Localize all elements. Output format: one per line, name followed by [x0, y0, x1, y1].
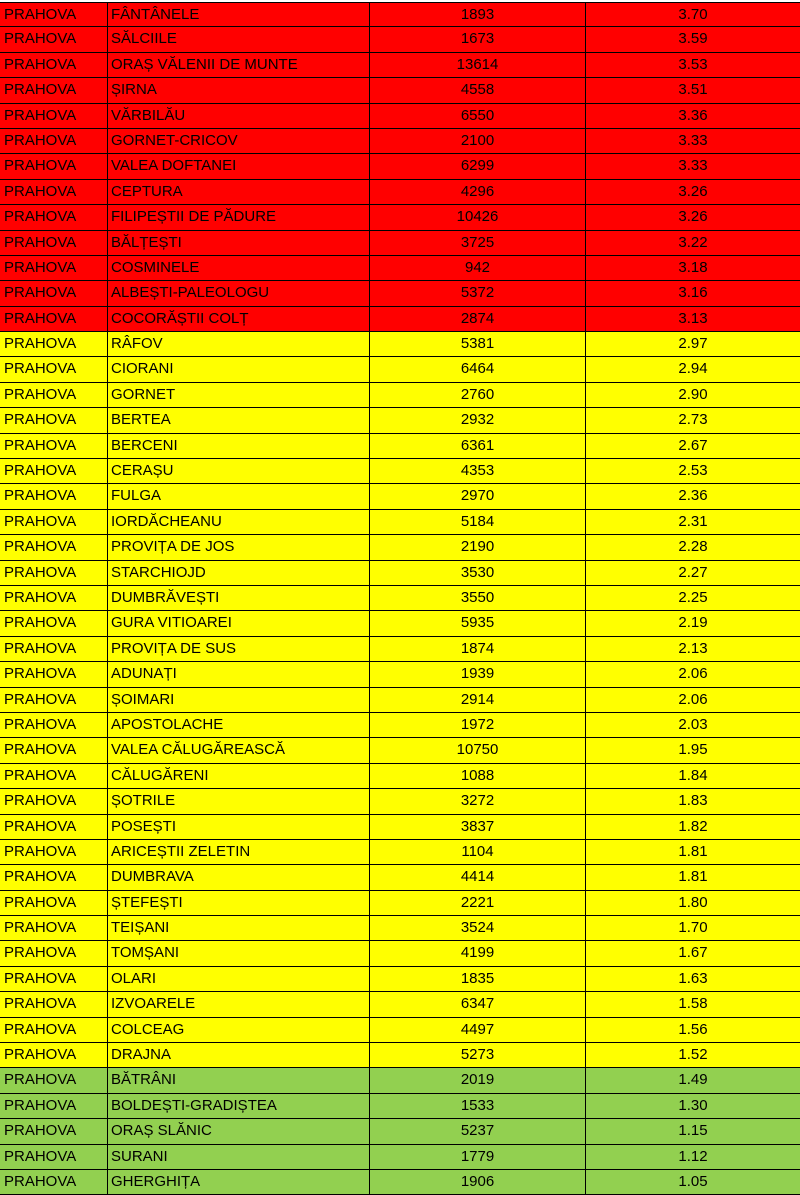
- rate-cell[interactable]: 2.25: [678, 588, 708, 606]
- population-cell[interactable]: 4353: [370, 459, 586, 483]
- population-cell[interactable]: 4497: [370, 1018, 586, 1042]
- population-cell[interactable]: 1779: [370, 1145, 586, 1169]
- locality-cell[interactable]: ORAȘ VĂLENII DE MUNTE: [108, 53, 370, 77]
- rate-cell[interactable]: 3.70: [678, 6, 708, 23]
- county-cell[interactable]: PRAHOVA: [0, 78, 108, 102]
- locality-cell[interactable]: FÂNTÂNELE: [108, 3, 370, 26]
- locality-cell[interactable]: APOSTOLACHE: [108, 713, 370, 737]
- county-cell[interactable]: PRAHOVA: [0, 104, 108, 128]
- county-cell[interactable]: PRAHOVA: [0, 688, 108, 712]
- county-cell[interactable]: PRAHOVA: [0, 662, 108, 686]
- table-row: [0, 307, 800, 332]
- county-cell[interactable]: PRAHOVA: [0, 484, 108, 508]
- rate-cell[interactable]: 2.53: [678, 462, 708, 480]
- rate-cell[interactable]: 1.30: [678, 1096, 708, 1114]
- population-cell[interactable]: 5184: [370, 510, 586, 534]
- rate-cell[interactable]: 3.36: [678, 106, 708, 124]
- table-row: [0, 205, 800, 230]
- rate-cell[interactable]: 3.13: [678, 309, 708, 327]
- rate-cell[interactable]: 3.33: [678, 157, 708, 175]
- county-cell[interactable]: PRAHOVA: [0, 205, 108, 229]
- county-cell[interactable]: PRAHOVA: [0, 738, 108, 762]
- rate-cell[interactable]: 2.67: [678, 436, 708, 454]
- locality-cell[interactable]: CEPTURA: [108, 180, 370, 204]
- rate-cell[interactable]: 1.81: [678, 842, 708, 860]
- county-cell[interactable]: PRAHOVA: [0, 383, 108, 407]
- locality-cell[interactable]: CĂLUGĂRENI: [108, 764, 370, 788]
- rate-cell[interactable]: 1.63: [678, 969, 708, 987]
- table-row: [0, 129, 800, 154]
- rate-cell[interactable]: 3.51: [678, 81, 708, 99]
- population-cell[interactable]: 942: [370, 256, 586, 280]
- population-cell[interactable]: 1893: [370, 3, 586, 26]
- population-cell[interactable]: 3837: [370, 815, 586, 839]
- rate-cell[interactable]: 2.28: [678, 538, 708, 556]
- rate-cell[interactable]: 1.80: [678, 893, 708, 911]
- table-row: [0, 1043, 800, 1068]
- table-row: [0, 180, 800, 205]
- table-row: [0, 484, 800, 509]
- county-cell[interactable]: PRAHOVA: [0, 357, 108, 381]
- locality-cell[interactable]: FULGA: [108, 484, 370, 508]
- table-row: [0, 332, 800, 357]
- locality-cell[interactable]: CIORANI: [108, 357, 370, 381]
- county-cell[interactable]: PRAHOVA: [0, 789, 108, 813]
- county-cell[interactable]: PRAHOVA: [0, 154, 108, 178]
- table-row: [0, 764, 800, 789]
- table-row: [0, 891, 800, 916]
- table-row: [0, 992, 800, 1017]
- rate-cell[interactable]: 3.26: [678, 182, 708, 200]
- county-cell[interactable]: PRAHOVA: [0, 815, 108, 839]
- locality-cell[interactable]: ȘIRNA: [108, 78, 370, 102]
- county-cell[interactable]: PRAHOVA: [0, 561, 108, 585]
- rate-cell[interactable]: 3.22: [678, 233, 708, 251]
- locality-cell[interactable]: ORAȘ SLĂNIC: [108, 1119, 370, 1143]
- county-cell[interactable]: PRAHOVA: [0, 1119, 108, 1143]
- table-row: [0, 281, 800, 306]
- table-row: [0, 662, 800, 687]
- rate-cell[interactable]: 1.15: [678, 1122, 708, 1140]
- rate-cell[interactable]: 1.05: [678, 1172, 708, 1190]
- population-cell[interactable]: 1972: [370, 713, 586, 737]
- table-row: [0, 408, 800, 433]
- locality-cell[interactable]: BĂTRÂNI: [108, 1068, 370, 1092]
- county-cell[interactable]: PRAHOVA: [0, 1043, 108, 1067]
- rate-cell[interactable]: 3.16: [678, 284, 708, 302]
- locality-cell[interactable]: BOLDEȘTI-GRADIȘTEA: [108, 1094, 370, 1118]
- rate-cell[interactable]: 2.03: [678, 715, 708, 733]
- county-cell[interactable]: PRAHOVA: [0, 434, 108, 458]
- table-row: [0, 535, 800, 560]
- rate-cell[interactable]: 2.94: [678, 360, 708, 378]
- population-cell[interactable]: 2019: [370, 1068, 586, 1092]
- county-cell[interactable]: PRAHOVA: [0, 53, 108, 77]
- table-row: [0, 1170, 800, 1195]
- table-row: [0, 104, 800, 129]
- county-cell[interactable]: PRAHOVA: [0, 408, 108, 432]
- rate-cell[interactable]: 2.19: [678, 614, 708, 632]
- table-row: [0, 1094, 800, 1119]
- rate-cell[interactable]: 3.33: [678, 131, 708, 149]
- rate-cell[interactable]: 3.59: [678, 30, 708, 48]
- table-row: [0, 916, 800, 941]
- population-cell[interactable]: 1906: [370, 1170, 586, 1194]
- population-cell[interactable]: 3524: [370, 916, 586, 940]
- locality-cell[interactable]: GURA VITIOAREI: [108, 611, 370, 635]
- county-cell[interactable]: PRAHOVA: [0, 637, 108, 661]
- population-cell[interactable]: 2970: [370, 484, 586, 508]
- spreadsheet-table: [0, 2, 800, 1195]
- locality-cell[interactable]: OLARI: [108, 967, 370, 991]
- population-cell[interactable]: 1835: [370, 967, 586, 991]
- population-cell[interactable]: 1533: [370, 1094, 586, 1118]
- county-cell[interactable]: PRAHOVA: [0, 1068, 108, 1092]
- table-row: [0, 383, 800, 408]
- table-row: [0, 154, 800, 179]
- locality-cell[interactable]: TOMȘANI: [108, 941, 370, 965]
- table-row: [0, 1145, 800, 1170]
- table-row: [0, 256, 800, 281]
- population-cell[interactable]: 5273: [370, 1043, 586, 1067]
- table-row: [0, 637, 800, 662]
- rate-cell[interactable]: 2.06: [678, 690, 708, 708]
- locality-cell[interactable]: RÂFOV: [108, 332, 370, 356]
- locality-cell[interactable]: PROVIȚA DE SUS: [108, 637, 370, 661]
- locality-cell[interactable]: DUMBRĂVEȘTI: [108, 586, 370, 610]
- county-cell[interactable]: PRAHOVA: [0, 231, 108, 255]
- locality-cell[interactable]: VĂRBILĂU: [108, 104, 370, 128]
- rate-cell[interactable]: 1.67: [678, 944, 708, 962]
- table-row: [0, 815, 800, 840]
- locality-cell[interactable]: COSMINELE: [108, 256, 370, 280]
- rate-cell[interactable]: 1.52: [678, 1046, 708, 1064]
- population-cell[interactable]: 6361: [370, 434, 586, 458]
- county-cell[interactable]: PRAHOVA: [0, 459, 108, 483]
- county-cell[interactable]: PRAHOVA: [0, 1145, 108, 1169]
- county-cell[interactable]: PRAHOVA: [0, 307, 108, 331]
- county-cell[interactable]: PRAHOVA: [0, 281, 108, 305]
- population-cell[interactable]: 1874: [370, 637, 586, 661]
- locality-cell[interactable]: IZVOARELE: [108, 992, 370, 1016]
- table-row: [0, 738, 800, 763]
- rate-cell[interactable]: 1.56: [678, 1020, 708, 1038]
- population-cell[interactable]: 5237: [370, 1119, 586, 1143]
- table-row: [0, 459, 800, 484]
- rate-cell[interactable]: 1.95: [678, 741, 708, 759]
- population-cell[interactable]: 2221: [370, 891, 586, 915]
- rate-cell[interactable]: 3.26: [678, 208, 708, 226]
- population-cell[interactable]: 6550: [370, 104, 586, 128]
- rate-cell[interactable]: 1.82: [678, 817, 708, 835]
- locality-cell[interactable]: ARICEȘTII ZELETIN: [108, 840, 370, 864]
- table-row: [0, 611, 800, 636]
- rate-cell[interactable]: 2.06: [678, 665, 708, 683]
- county-cell[interactable]: PRAHOVA: [0, 764, 108, 788]
- locality-cell[interactable]: BĂLȚEȘTI: [108, 231, 370, 255]
- rate-cell[interactable]: 1.12: [678, 1147, 708, 1165]
- table-row: [0, 789, 800, 814]
- population-cell[interactable]: 2914: [370, 688, 586, 712]
- table-row: [0, 2, 800, 27]
- population-cell[interactable]: 1088: [370, 764, 586, 788]
- population-cell[interactable]: 2190: [370, 535, 586, 559]
- rate-cell[interactable]: 2.90: [678, 385, 708, 403]
- locality-cell[interactable]: CERAȘU: [108, 459, 370, 483]
- county-cell[interactable]: PRAHOVA: [0, 180, 108, 204]
- county-cell[interactable]: PRAHOVA: [0, 967, 108, 991]
- table-row: [0, 561, 800, 586]
- table-row: [0, 434, 800, 459]
- locality-cell[interactable]: BERTEA: [108, 408, 370, 432]
- table-row: [0, 1018, 800, 1043]
- rate-cell[interactable]: 1.49: [678, 1071, 708, 1089]
- locality-cell[interactable]: VALEA DOFTANEI: [108, 154, 370, 178]
- rate-cell[interactable]: 3.53: [678, 55, 708, 73]
- population-cell[interactable]: 4296: [370, 180, 586, 204]
- population-cell[interactable]: 6464: [370, 357, 586, 381]
- locality-cell[interactable]: ȘTEFEȘTI: [108, 891, 370, 915]
- locality-cell[interactable]: GORNET: [108, 383, 370, 407]
- table-row: [0, 1119, 800, 1144]
- locality-cell[interactable]: COCORĂȘTII COLȚ: [108, 307, 370, 331]
- locality-cell[interactable]: STARCHIOJD: [108, 561, 370, 585]
- county-cell[interactable]: PRAHOVA: [0, 3, 108, 26]
- locality-cell[interactable]: ALBEȘTI-PALEOLOGU: [108, 281, 370, 305]
- population-cell[interactable]: 4199: [370, 941, 586, 965]
- county-cell[interactable]: PRAHOVA: [0, 27, 108, 51]
- table-row: [0, 1068, 800, 1093]
- table-row: [0, 865, 800, 890]
- population-cell[interactable]: 5935: [370, 611, 586, 635]
- rate-cell[interactable]: 1.84: [678, 766, 708, 784]
- population-cell[interactable]: 10750: [370, 738, 586, 762]
- population-cell[interactable]: 5372: [370, 281, 586, 305]
- population-cell[interactable]: 13614: [370, 53, 586, 77]
- locality-cell[interactable]: VALEA CĂLUGĂREASCĂ: [108, 738, 370, 762]
- locality-cell[interactable]: PROVIȚA DE JOS: [108, 535, 370, 559]
- population-cell[interactable]: 3725: [370, 231, 586, 255]
- county-cell[interactable]: PRAHOVA: [0, 256, 108, 280]
- population-cell[interactable]: 5381: [370, 332, 586, 356]
- county-cell[interactable]: PRAHOVA: [0, 916, 108, 940]
- locality-cell[interactable]: DRAJNA: [108, 1043, 370, 1067]
- county-cell[interactable]: PRAHOVA: [0, 713, 108, 737]
- locality-cell[interactable]: DUMBRAVA: [108, 865, 370, 889]
- table-row: [0, 78, 800, 103]
- population-cell[interactable]: 6299: [370, 154, 586, 178]
- county-cell[interactable]: PRAHOVA: [0, 510, 108, 534]
- locality-cell[interactable]: TEIȘANI: [108, 916, 370, 940]
- table-row: [0, 231, 800, 256]
- rate-cell[interactable]: 1.70: [678, 919, 708, 937]
- population-cell[interactable]: 1104: [370, 840, 586, 864]
- county-cell[interactable]: PRAHOVA: [0, 1094, 108, 1118]
- table-row: [0, 713, 800, 738]
- rate-cell[interactable]: 1.58: [678, 995, 708, 1013]
- rate-cell[interactable]: 2.36: [678, 487, 708, 505]
- county-cell[interactable]: PRAHOVA: [0, 332, 108, 356]
- population-cell[interactable]: 2874: [370, 307, 586, 331]
- rate-cell[interactable]: 2.13: [678, 639, 708, 657]
- locality-cell[interactable]: GORNET-CRICOV: [108, 129, 370, 153]
- county-cell[interactable]: PRAHOVA: [0, 586, 108, 610]
- locality-cell[interactable]: FILIPEȘTII DE PĂDURE: [108, 205, 370, 229]
- population-cell[interactable]: 10426: [370, 205, 586, 229]
- table-row: [0, 27, 800, 52]
- locality-cell[interactable]: COLCEAG: [108, 1018, 370, 1042]
- county-cell[interactable]: PRAHOVA: [0, 865, 108, 889]
- rate-cell[interactable]: 2.73: [678, 411, 708, 429]
- locality-cell[interactable]: SĂLCIILE: [108, 27, 370, 51]
- population-cell[interactable]: 3272: [370, 789, 586, 813]
- rate-cell[interactable]: 2.97: [678, 335, 708, 353]
- county-cell[interactable]: PRAHOVA: [0, 535, 108, 559]
- table-row: [0, 586, 800, 611]
- county-cell[interactable]: PRAHOVA: [0, 840, 108, 864]
- locality-cell[interactable]: ȘOTRILE: [108, 789, 370, 813]
- population-cell[interactable]: 6347: [370, 992, 586, 1016]
- county-cell[interactable]: PRAHOVA: [0, 1170, 108, 1194]
- county-cell[interactable]: PRAHOVA: [0, 992, 108, 1016]
- population-cell[interactable]: 2932: [370, 408, 586, 432]
- locality-cell[interactable]: ȘOIMARI: [108, 688, 370, 712]
- table-row: [0, 688, 800, 713]
- table-row: [0, 840, 800, 865]
- population-cell[interactable]: 2100: [370, 129, 586, 153]
- population-cell[interactable]: 4558: [370, 78, 586, 102]
- rate-cell[interactable]: 2.31: [678, 512, 708, 530]
- county-cell[interactable]: PRAHOVA: [0, 129, 108, 153]
- rate-cell[interactable]: 3.18: [678, 258, 708, 276]
- table-row: [0, 941, 800, 966]
- rate-cell[interactable]: 2.27: [678, 563, 708, 581]
- table-row: [0, 357, 800, 382]
- population-cell[interactable]: 3550: [370, 586, 586, 610]
- locality-cell[interactable]: BERCENI: [108, 434, 370, 458]
- table-row: [0, 967, 800, 992]
- rate-cell[interactable]: 1.81: [678, 868, 708, 886]
- locality-cell[interactable]: ADUNAȚI: [108, 662, 370, 686]
- population-cell[interactable]: 3530: [370, 561, 586, 585]
- county-cell[interactable]: PRAHOVA: [0, 941, 108, 965]
- county-cell[interactable]: PRAHOVA: [0, 891, 108, 915]
- table-row: [0, 510, 800, 535]
- population-cell[interactable]: 2760: [370, 383, 586, 407]
- population-cell[interactable]: 4414: [370, 865, 586, 889]
- population-cell[interactable]: 1939: [370, 662, 586, 686]
- table-row: [0, 53, 800, 78]
- locality-cell[interactable]: POSEȘTI: [108, 815, 370, 839]
- locality-cell[interactable]: SURANI: [108, 1145, 370, 1169]
- county-cell[interactable]: PRAHOVA: [0, 1018, 108, 1042]
- locality-cell[interactable]: IORDĂCHEANU: [108, 510, 370, 534]
- county-cell[interactable]: PRAHOVA: [0, 611, 108, 635]
- rate-cell[interactable]: 1.83: [678, 792, 708, 810]
- locality-cell[interactable]: GHERGHIȚA: [108, 1170, 370, 1194]
- population-cell[interactable]: 1673: [370, 27, 586, 51]
